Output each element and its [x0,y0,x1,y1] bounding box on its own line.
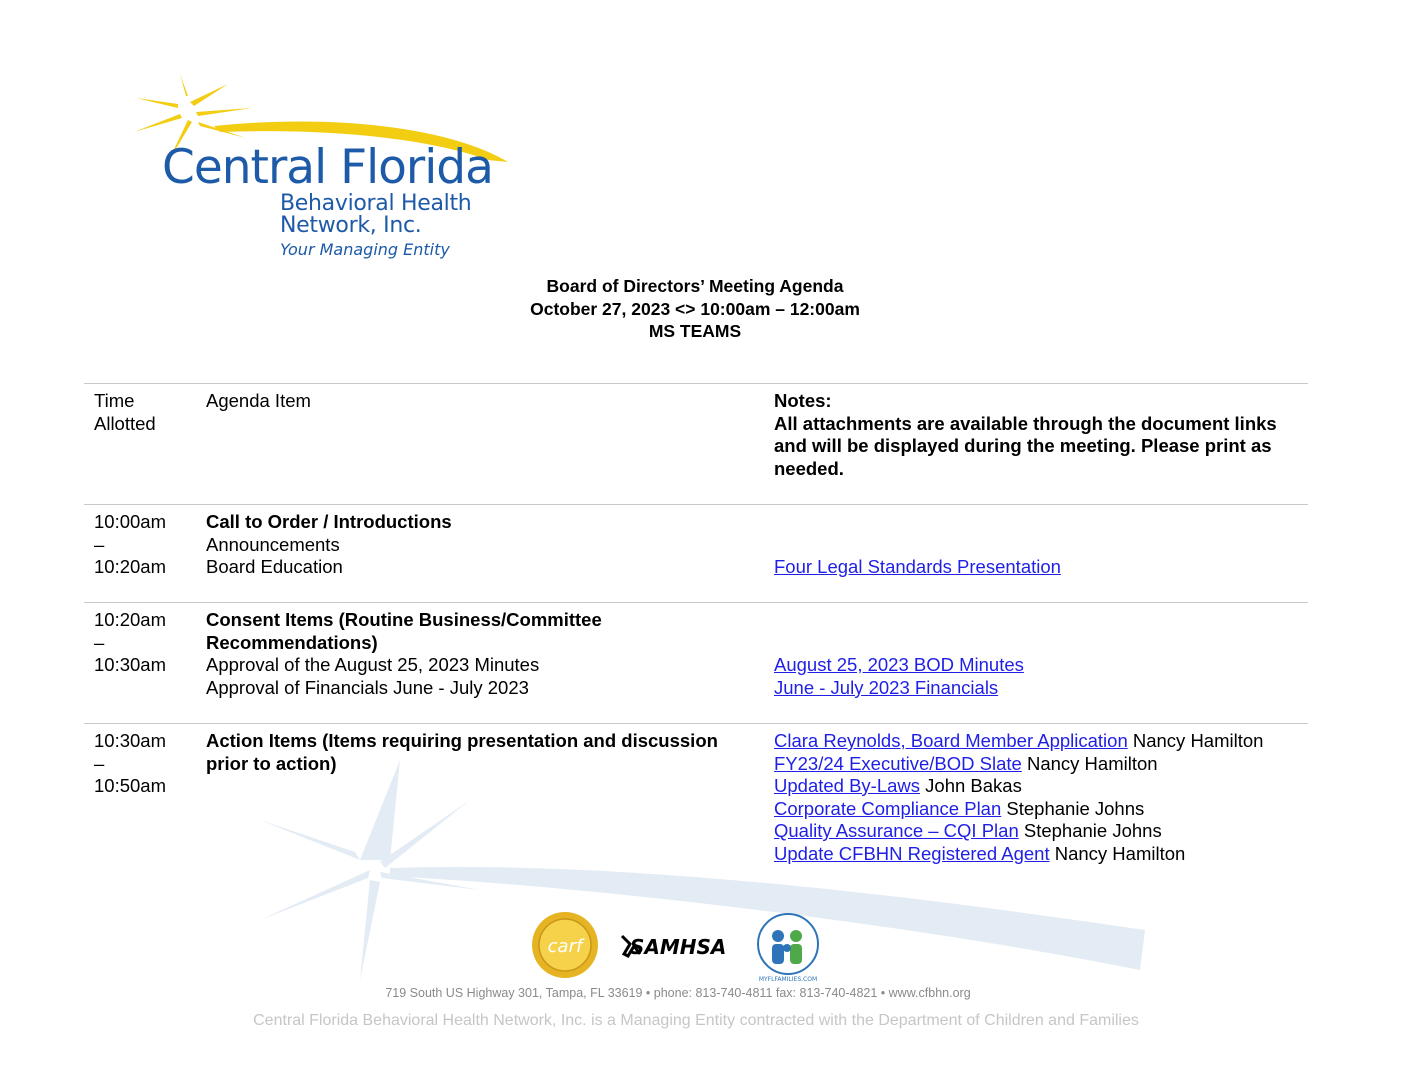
financials-link[interactable]: June - July 2023 Financials [774,676,999,698]
partner-logos-graphic [530,908,830,983]
bod-minutes-link[interactable]: August 25, 2023 BOD Minutes [774,654,1024,675]
samhsa-text: SAMHSA [630,935,727,959]
time-cell [94,511,194,579]
carf-text: carf [547,936,583,957]
dcf-text: MYFLFAMILIES.COM [758,976,818,983]
time-cell [94,609,194,677]
logo-name-line1: Central Florida [162,140,493,195]
time-start: 10:30am [94,730,166,751]
dcf-seal-icon [758,914,818,983]
corporate-compliance-plan-link[interactable]: Corporate Compliance Plan [774,797,1002,819]
header-time-line1: Time [94,390,135,411]
time-allotted-header [94,390,194,435]
agenda-heading [0,275,1390,343]
agenda-item-title-rest: / Introductions [318,511,452,532]
time-end: 10:20am [94,556,166,577]
presenter-name: Nancy Hamilton [1127,730,1264,751]
time-start: 10:20am [94,609,166,630]
executive-bod-slate-link[interactable]: FY23/24 Executive/BOD Slate [774,752,1022,774]
presenter-name: Nancy Hamilton [1021,752,1158,774]
agenda-item-title: Consent Items (Routine Business/Committee Recommendations) [206,609,602,653]
agenda-item-title-bold: Call to Order [206,511,319,532]
agenda-item-title: Action Items (Items requiring presentation and discussion prior to action) [206,730,718,774]
agenda-subitem: Approval of the August 25, 2023 Minutes [206,654,540,675]
time-end: 10:30am [94,654,166,675]
four-legal-standards-link[interactable]: Four Legal Standards Presentation [774,556,1061,577]
table-row [84,602,1308,723]
notes-cell [774,730,1304,865]
notes-title: Notes: [774,390,832,411]
agenda-title: Board of Directors’ Meeting Agenda [546,276,844,296]
organization-logo [128,66,528,266]
time-dash: – [94,752,105,774]
footer-partner-logos [530,908,830,983]
board-member-application-link[interactable]: Clara Reynolds, Board Member Application [774,730,1128,751]
header-time-line2: Allotted [94,412,156,434]
agenda-table [84,383,1308,874]
time-end: 10:50am [94,775,166,796]
meeting-date-time: October 27, 2023 <> 10:00am – 12:00am [530,298,860,319]
agenda-subitem: Board Education [206,556,343,577]
agenda-subitem: Approval of Financials June - July 2023 [206,676,529,698]
time-cell [94,730,194,798]
time-start: 10:00am [94,511,166,532]
logo-name-line2: Behavioral Health [280,191,472,216]
quality-assurance-cqi-plan-link[interactable]: Quality Assurance – CQI Plan [774,820,1019,841]
updated-bylaws-link[interactable]: Updated By-Laws [774,775,921,796]
agenda-item-cell [206,609,766,699]
registered-agent-link[interactable]: Update CFBHN Registered Agent [774,842,1050,864]
notes-cell [774,511,1304,579]
presenter-name: John Bakas [920,775,1022,796]
agenda-subitem: Announcements [206,533,340,555]
presenter-name: Stephanie Johns [1018,820,1162,841]
time-dash: – [94,631,105,653]
agenda-item-header: Agenda Item [206,390,311,411]
footer-address: 719 South US Highway 301, Tampa, FL 33619 • phone: 813-740-4811 fax: 813-740-4821 • www.cfbhn.org [385,986,971,1000]
table-row [84,504,1308,602]
notes-body: All attachments are available through the document links and will be displayed during the meeting. Please print as needed. [774,412,1277,479]
logo-tagline: Your Managing Entity [280,240,450,259]
presenter-name: Nancy Hamilton [1049,842,1186,864]
carf-seal-icon [532,912,598,978]
time-dash: – [94,533,105,555]
samhsa-logo-icon [622,935,726,959]
presenter-name: Stephanie Johns [1001,797,1145,819]
footer-disclaimer: Central Florida Behavioral Health Network, Inc. is a Managing Entity contracted with the Department of Children and Families [253,1012,1139,1029]
agenda-item-cell [206,511,766,579]
logo-name-line3: Network, Inc. [280,213,422,238]
table-header-row [84,383,1308,504]
agenda-item-cell [206,730,766,775]
meeting-location: MS TEAMS [648,321,742,341]
agenda-item-title [206,511,766,534]
notes-cell [774,609,1304,699]
table-row [84,723,1308,874]
notes-header [774,390,1304,480]
